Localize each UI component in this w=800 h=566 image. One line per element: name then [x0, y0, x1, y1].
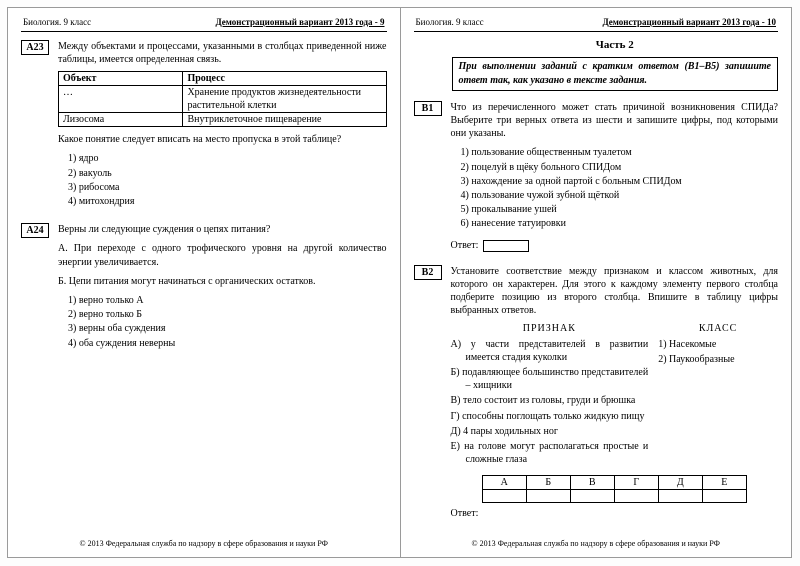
- question-a23: [21, 40, 387, 209]
- part2-title: Часть 2: [595, 38, 634, 51]
- a23-col-object: Объект: [59, 72, 183, 86]
- b2-answer-col-b: Б: [526, 476, 570, 490]
- b2-features-header: ПРИЗНАК: [522, 323, 576, 335]
- b2-answer-label: Ответ:: [450, 508, 479, 520]
- b2-feature-e: Е) на голове могут располагаться простые и сложные глаза: [450, 440, 649, 466]
- page-header-left: [21, 17, 387, 32]
- question-a24-body: [58, 223, 387, 351]
- a23-question-text: Какое понятие следует вписать на место пропуска в этой таблице?: [58, 134, 342, 146]
- question-a23-label: A23: [21, 40, 49, 55]
- b2-answer-cell: [658, 490, 702, 503]
- a23-col-process: Процесс: [183, 72, 386, 86]
- b2-answer-col-a: А: [482, 476, 526, 490]
- b2-feature-a: А) у части представителей в развитии имеется стадия куколки: [450, 338, 649, 363]
- a23-option-1: 1) ядро: [68, 153, 99, 165]
- header-variant: Демонстрационный вариант 2013 года - 9: [215, 17, 385, 27]
- b2-feature-v: В) тело состоит из головы, груди и брюшка: [450, 395, 636, 407]
- a23-cell-object-2: Лизосома: [59, 113, 183, 127]
- page-footer-right: © 2013 Федеральная служба по надзору в сфере образования и науки РФ: [471, 539, 720, 549]
- b2-answer-cell: [702, 490, 746, 503]
- b2-class-1: 1) Насекомые: [658, 338, 717, 350]
- a23-option-4: 4) митохондрия: [68, 196, 135, 207]
- b1-answer-row: [451, 239, 779, 252]
- a24-statement-b: Б. Цепи питания могут начинаться с органических остатков.: [58, 275, 316, 287]
- b2-answer-col-d: Д: [658, 476, 702, 490]
- b2-answer-row: [451, 507, 779, 520]
- header-subject: Биология. 9 класс: [415, 17, 484, 27]
- question-b1-body: [451, 101, 779, 253]
- part2-instruction-box: При выполнении заданий с кратким ответом (В1–В5) запишите ответ так, как указано в тексте задания.: [452, 57, 779, 90]
- a24-intro: Верны ли следующие суждения о цепях питания?: [58, 224, 271, 236]
- page-left: [8, 8, 400, 557]
- a24-option-2: 2) верно только Б: [68, 309, 143, 321]
- a23-table-header-row: [59, 72, 387, 86]
- b2-answer-col-e: Е: [702, 476, 746, 490]
- b2-class-2: 2) Паукообразные: [658, 353, 735, 365]
- b1-option-1: 1) пользование общественным туалетом: [460, 147, 632, 159]
- header-variant: Демонстрационный вариант 2013 года - 10: [602, 17, 776, 27]
- a23-cell-process-2: Внутриклеточное пищеварение: [183, 113, 386, 127]
- question-b2-body: [451, 265, 779, 521]
- b2-answer-empty-row: [482, 490, 746, 503]
- b2-classes-column: [658, 322, 778, 468]
- a24-option-3: 3) верны оба суждения: [68, 323, 166, 335]
- table-row: [59, 113, 387, 127]
- question-a24-label: A24: [21, 223, 49, 238]
- b2-answer-col-g: Г: [614, 476, 658, 490]
- b1-option-5: 5) прокалывание ушей: [460, 204, 557, 216]
- document-sheet: [7, 7, 792, 558]
- table-row: [59, 86, 387, 113]
- b2-intro: Установите соответствие между признаком и классом животных, для которого он характерен. Для этого к каждому элементу первого столбца подберите позицию из второго столбца. Впишите в таблицу цифры выбранных ответов.: [450, 265, 778, 317]
- b1-option-3: 3) нахождение за одной партой с больным СПИДом: [460, 175, 682, 187]
- a24-options: [68, 294, 387, 350]
- a23-cell-process-1: Хранение продуктов жизнедеятельности растительной клетки: [183, 86, 386, 113]
- a23-table: [58, 71, 387, 127]
- b2-answer-cell: [570, 490, 614, 503]
- question-b1: [414, 101, 779, 253]
- b2-answer-cell: [482, 490, 526, 503]
- b1-answer-box: [483, 240, 529, 252]
- b2-answer-cell: [526, 490, 570, 503]
- b1-intro: Что из перечисленного может стать причиной возникновения СПИДа? Выберите три верных ответа из шести и запишите цифры, под которыми они указаны.: [450, 101, 778, 140]
- b2-answer-header-row: [482, 476, 746, 490]
- b1-answer-label: Ответ:: [450, 240, 479, 252]
- a24-option-4: 4) оба суждения неверны: [68, 337, 176, 349]
- b2-feature-g: Г) способны поглощать только жидкую пищу: [450, 410, 645, 422]
- question-b2-label: В2: [414, 265, 442, 280]
- b2-matching: [451, 322, 779, 468]
- page-right: [400, 8, 792, 557]
- a23-cell-gap: …: [59, 86, 183, 113]
- b1-options: [461, 146, 779, 230]
- page-footer-left: © 2013 Федеральная служба по надзору в сфере образования и науки РФ: [79, 539, 328, 549]
- question-b2: [414, 265, 779, 521]
- b2-answer-col-v: В: [570, 476, 614, 490]
- a23-option-2: 2) вакуоль: [68, 167, 112, 179]
- b2-feature-b: Б) подавляющее большинство представителей – хищники: [450, 366, 649, 392]
- b2-answer-cell: [614, 490, 658, 503]
- header-subject: Биология. 9 класс: [23, 17, 92, 27]
- a23-intro: Между объектами и процессами, указанными в столбцах приведенной ниже таблицы, имеется определенная связь.: [58, 40, 387, 66]
- question-b1-label: В1: [414, 101, 442, 116]
- b1-option-6: 6) нанесение татуировки: [460, 218, 566, 230]
- a24-statement-a: А. При переходе с одного трофического уровня на другой количество энергии увеличивается.: [58, 243, 387, 268]
- b2-answer-table: [482, 475, 747, 503]
- a24-option-1: 1) верно только А: [68, 294, 144, 306]
- b1-option-4: 4) пользование чужой зубной щёткой: [460, 189, 620, 201]
- question-a24: [21, 223, 387, 351]
- b1-option-2: 2) поцелуй в щёку больного СПИДом: [460, 161, 622, 173]
- page-header-right: [414, 17, 779, 32]
- b2-features-column: [451, 322, 649, 468]
- a23-option-3: 3) рибосома: [68, 181, 120, 193]
- b2-feature-d: Д) 4 пары ходильных ног: [450, 425, 559, 437]
- b2-classes-header: КЛАСС: [698, 323, 738, 335]
- question-a23-body: [58, 40, 387, 209]
- a23-options: [68, 152, 387, 208]
